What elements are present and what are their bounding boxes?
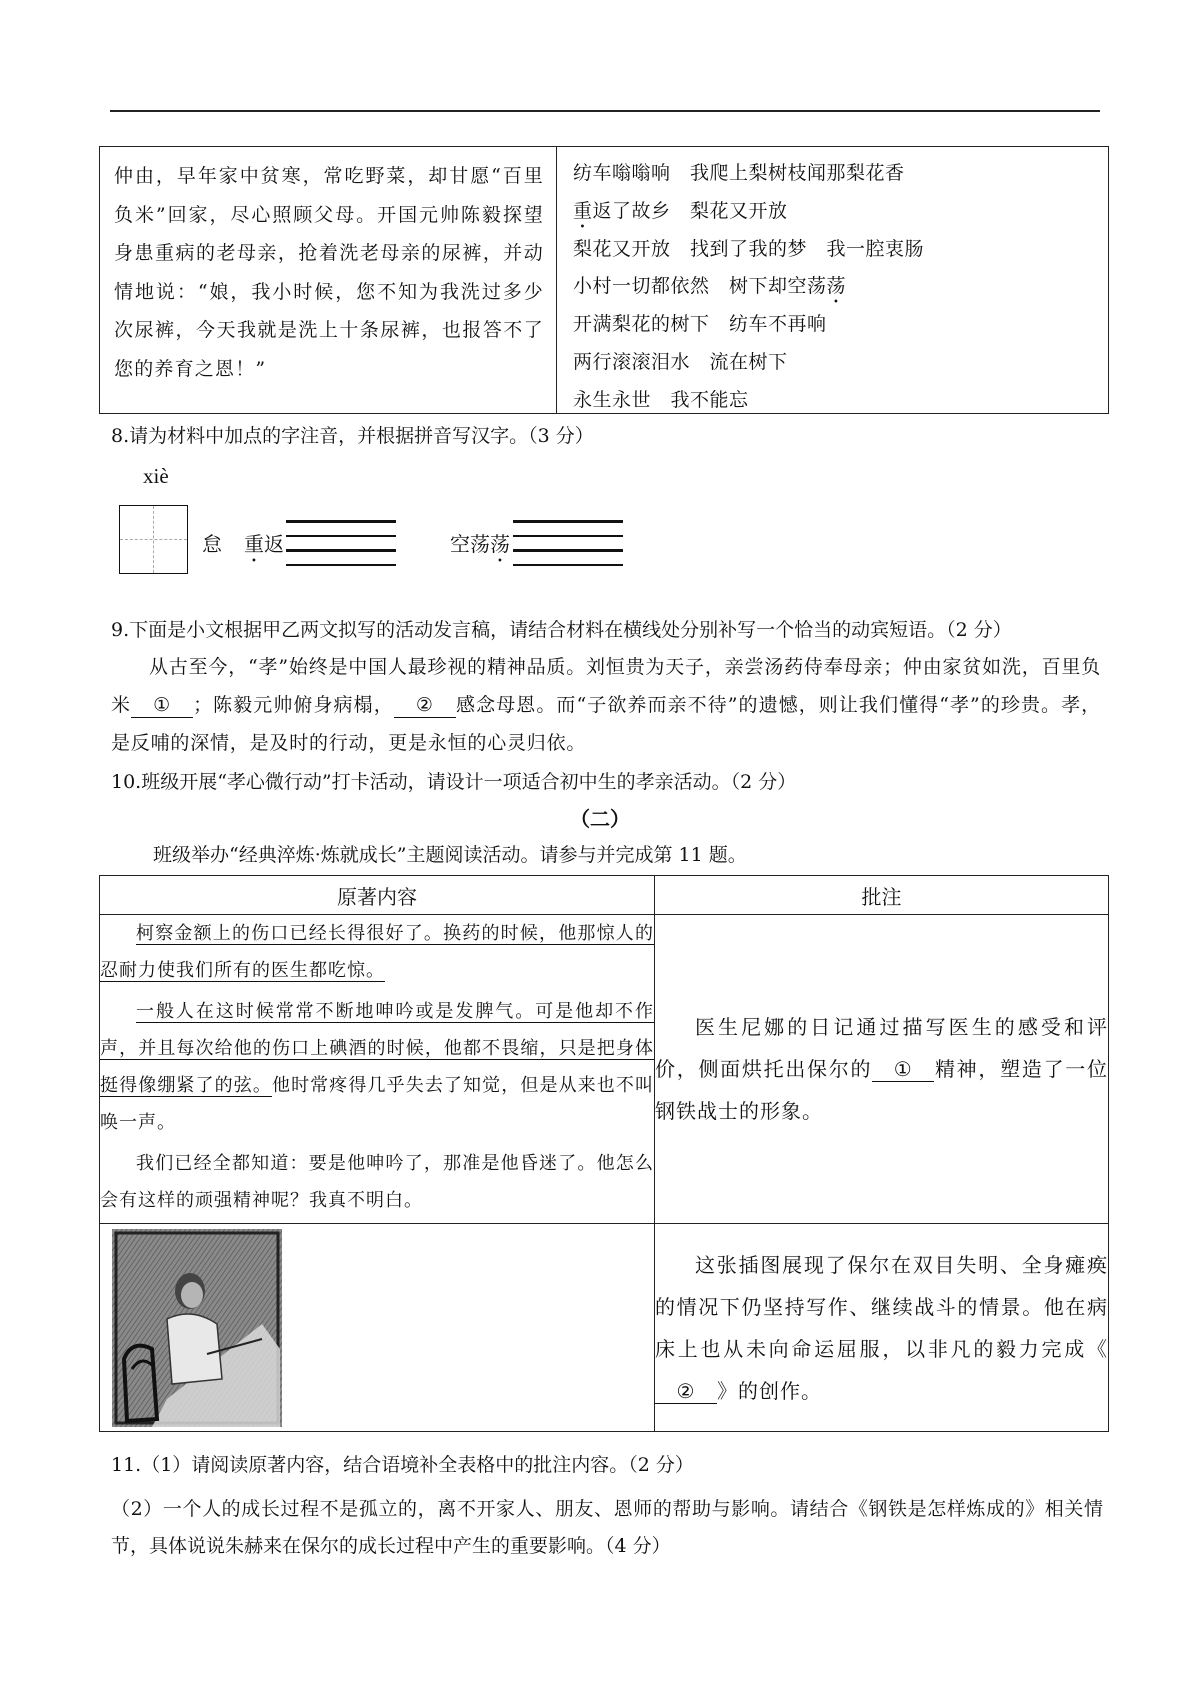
poem-line: 两行滚滚泪水 流在树下 [573, 350, 788, 373]
poem-line: 永生永世 我不能忘 [573, 388, 749, 411]
dotted-char: 荡 [490, 532, 510, 556]
poem-cell [557, 147, 1108, 413]
q8-word1: 重返 [244, 532, 284, 556]
original-excerpt-cell: 柯察金额上的伤口已经长得很好了。换药的时候，他那惊人的忍耐力使我们所有的医生都吃惊。 一般人在这时候常常不断地呻吟或是发脾气。可是他却不作声，并且每次给他的伤口上碘酒的时候，他都不畏缩，只是把身体挺得像绷紧了的弦。他时常疼得几乎失去了知觉，但是从来也不叫唤一声。 我们已经全都知道：要是他呻吟了，那准是他昏迷了。他怎么会有这样的顽强精神呢？我真不明白。 [100, 915, 655, 1224]
material-left-text: 仲由，早年家中贫寒，常吃野菜，却甘愿“百里负米”回家，尽心照顾父母。开国元帅陈毅探望身患重病的老母亲，抢着洗老母亲的尿裤，并动情地说：“娘，我小时候，您不知为我洗过多少次尿裤，今天我就是洗上十条尿裤，也报答不了您的养育之恩！” [114, 165, 544, 380]
annotation-cell-2: 这张插图展现了保尔在双目失明、全身瘫痪的情况下仍坚持写作、继续战斗的情景。他在病床上也从未向命运屈服，以非凡的毅力完成《② 》的创作。 [655, 1224, 1109, 1432]
reading-annotation-table [99, 875, 1109, 1432]
paul-writing-illustration [112, 1229, 282, 1427]
poem-line: 纺车嗡嗡响 我爬上梨树枝闻那梨花香 [573, 162, 905, 184]
poem-line: 开满梨花的树下 纺车不再响 [573, 313, 827, 336]
underlined-excerpt: 柯察金额上的伤口已经长得很好了。换药的时候，他那惊人的忍耐力使我们所有的医生都吃惊。 [100, 923, 654, 981]
section-intro: 班级举办“经典淬炼·炼就成长”主题阅读活动。请参与并完成第 11 题。 [153, 844, 747, 866]
dotted-char: 重 [573, 199, 593, 222]
annotation-blank-2[interactable]: ② [655, 1379, 717, 1404]
pinyin-answer-lines-1[interactable] [286, 520, 396, 575]
q8-word2: 空荡荡 [450, 532, 510, 556]
illustration-cell [100, 1224, 655, 1432]
annotation-blank-1[interactable]: ① [872, 1057, 934, 1082]
q11-part1: 11.（1）请阅读原著内容，结合语境补全表格中的批注内容。（2 分） [111, 1454, 694, 1476]
poem-line: 小村一切都依然 树下却空荡荡 [573, 275, 847, 298]
underlined-excerpt: 一般人在这时候常常不断地呻吟或是发脾气。可是他却不作声，并且每次给他的伤口上碘酒的时候，他都不畏缩，只是把身体挺得像绷紧了的弦。 [100, 1001, 654, 1096]
q11-part2: （2）一个人的成长过程不是孤立的，离不开家人、朋友、恩师的帮助与影响。请结合《钢铁是怎样炼成的》相关情节，具体说说朱赫来在保尔的成长过程中产生的重要影响。（4 分） [111, 1498, 1103, 1557]
q9-blank-2[interactable]: ② [394, 693, 456, 718]
dotted-char: 荡 [826, 275, 847, 298]
q9-blank-1[interactable]: ① [131, 693, 193, 718]
annotation-cell-1: 医生尼娜的日记通过描写医生的感受和评价，侧面烘托出保尔的 ① 精神，塑造了一位钢铁战士的形象。 [655, 915, 1109, 1224]
poem-line: 梨花又开放 找到了我的梦 我一腔衷肠 [573, 237, 925, 260]
q8-pinyin: xiè [143, 464, 169, 488]
section-heading: （二） [570, 807, 630, 831]
pinyin-answer-lines-2[interactable] [513, 520, 623, 575]
header-annotation: 批注 [655, 876, 1109, 915]
q10-prompt: 10.班级开展“孝心微行动”打卡活动，请设计一项适合初中生的孝亲活动。（2 分） [111, 771, 797, 793]
q8-prompt: 8.请为材料中加点的字注音，并根据拼音写汉字。（3 分） [111, 425, 594, 447]
character-writing-box[interactable] [119, 505, 188, 574]
material-table [99, 146, 1109, 414]
header-original-content: 原著内容 [100, 876, 655, 915]
illustration-image [112, 1229, 282, 1427]
material-left-cell [100, 147, 557, 413]
q9-prompt: 9.下面是小文根据甲乙两文拟写的活动发言稿，请结合材料在横线处分别补写一个恰当的动宾短语。（2 分） [111, 619, 1012, 641]
header-rule [110, 110, 1100, 112]
dotted-char: 重 [244, 532, 264, 556]
q8-char-after-box: 怠 [202, 532, 222, 556]
q9-speech-draft: 从古至今，“孝”始终是中国人最珍视的精神品质。刘恒贵为天子，亲尝汤药侍奉母亲；仲由家贫如洗，百里负米 ① ；陈毅元帅俯身病榻， ② 感念母恩。而“子欲养而亲不待”的遗憾，则让我们懂得“孝”的珍贵。孝，是反哺的深情，是及时的行动，更是永恒的心灵归依。 [111, 656, 1101, 754]
poem-line: 重返了故乡 梨花又开放 [573, 199, 788, 222]
